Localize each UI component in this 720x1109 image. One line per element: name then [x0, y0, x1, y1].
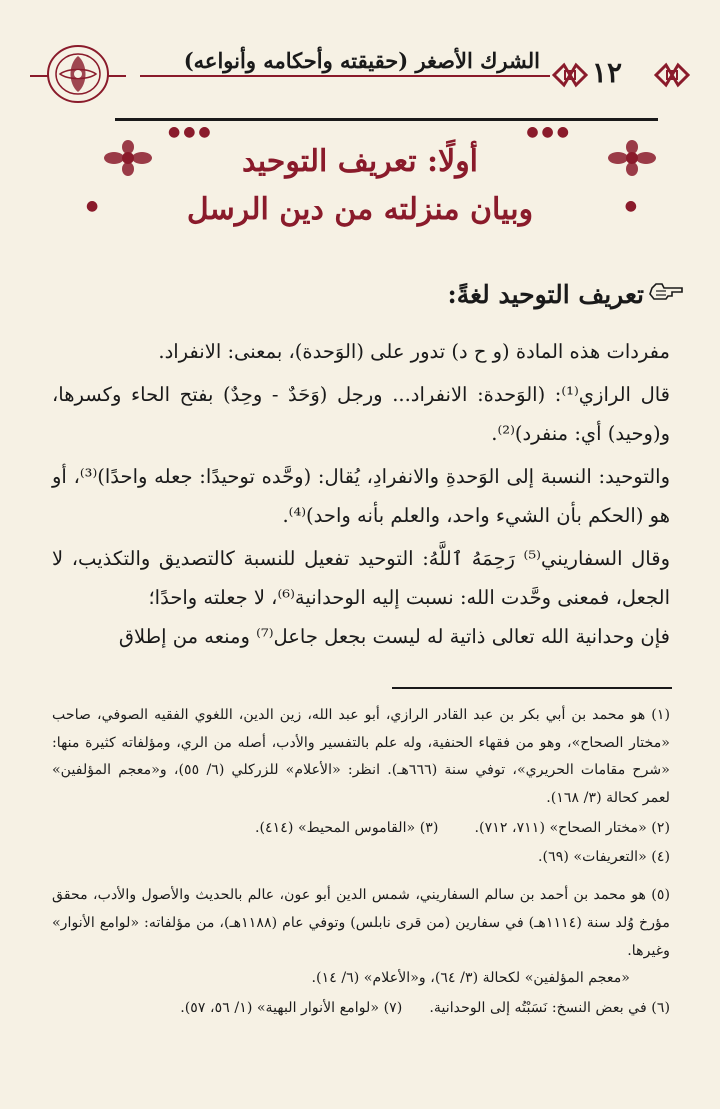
chapter-heading-line-2: وبيان منزلته من دين الرسل	[186, 192, 534, 227]
footnote: (٥) هو محمد بن أحمد بن سالم السفاريني، شمس الدين أبو عون، عالم بالحديث والأصول والأدب، محقق مؤرخ وُلد سنة (١١١٤هـ) في سفارين (من قرى نابلس) وتوفي عام (١١٨٨هـ)، من مؤلفاته: «لوامع الأنوار» وغيرها.	[52, 887, 670, 959]
running-title: الشرك الأصغر (حقيقته وأحكامه وأنواعه)	[183, 48, 540, 73]
decorative-dots: ●●●	[168, 124, 214, 140]
body-paragraph: مفردات هذه المادة (و ح د) تدور على (الوَحدة)، بمعنى: الانفراد.	[158, 340, 670, 363]
body-paragraph: وقال السفاريني⁽⁵⁾ رَحِمَهُ ٱللَّهُ: التوحيد تفعيل للنسبة كالتصديق والتكذيب، لا الجعل، فمعنى وحَّدت الله: نسبت إليه الوحدانية⁽⁶⁾، لا جعلته واحدًا؛	[52, 547, 670, 609]
decorative-dot: ●	[86, 198, 102, 214]
body-paragraph: والتوحيد: النسبة إلى الوَحدةِ والانفرادِ، يُقال: (وحَّده توحيدًا: جعله واحدًا)⁽³⁾، أو هو (الحكم بأن الشيء واحد، والعلم بأنه واحد)⁽⁴⁾.	[52, 465, 670, 527]
page-number: ١٢	[591, 56, 622, 89]
footnote: (٦) في بعض النسخ: نَسَبْتُه إلى الوحدانية.	[429, 999, 670, 1016]
footnote-continuation: «معجم المؤلفين» لكحالة (٣/ ٦٤)، و«الأعلام» (٦/ ١٤).	[311, 970, 630, 987]
chapter-heading-line-1: أولًا: تعريف التوحيد	[241, 144, 479, 179]
header-rule	[140, 75, 550, 77]
footnote: (١) هو محمد بن أبي بكر بن عبد القادر الرازي، أبو عبد الله، زين الدين، اللغوي الفقيه الصوفي، صاحب «مختار الصحاح»، وهو من فقهاء الحنفية، وله علم بالتفسير والأدب، أصله من الري، ومؤلفاته كثيرة منها: «شرح مقامات الحريري»، توفي سنة (٦٦٦هـ). انظر: «الأعلام» للزركلي (٦/ ٥٥)، و«معجم المؤلفين» لعمر كحالة (٣/ ١٦٨).	[52, 707, 670, 807]
heading-divider	[115, 118, 658, 121]
footnote: (٢) «مختار الصحاح» (٧١١، ٧١٢).	[474, 819, 670, 836]
footnote	[52, 815, 670, 843]
celtic-knot-icon	[550, 60, 590, 90]
ornamental-medallion-icon	[30, 42, 126, 106]
decorative-dot: ●	[624, 198, 640, 214]
footnote: (٧) «لوامع الأنوار البهية» (١/ ٥٦، ٥٧).	[180, 999, 403, 1016]
footnotes	[52, 702, 670, 1025]
footnote: (٣) «القاموس المحيط» (٤١٤).	[255, 819, 439, 836]
section-subtitle: تعريف التوحيد لغةً:	[447, 280, 644, 309]
celtic-knot-icon	[652, 60, 692, 90]
pointing-hand-icon	[648, 280, 684, 302]
body-paragraph: قال الرازي⁽¹⁾: (الوَحدة: الانفراد... ورجل (وَحَدٌ - وحِدٌ) بفتح الحاء وكسرها، و(وحيد) أي: منفرد)⁽²⁾.	[52, 383, 670, 445]
footnote-rule	[392, 687, 672, 689]
decorative-dots: ●●●	[526, 124, 572, 140]
footnote: (٤) «التعريفات» (٦٩).	[538, 849, 670, 866]
body-text	[52, 332, 670, 660]
body-paragraph-continuation: فإن وحدانية الله تعالى ذاتية له ليست بجعل جاعل⁽⁷⁾ ومنعه من إطلاق	[118, 625, 670, 648]
footnote	[52, 995, 670, 1023]
running-header	[20, 42, 700, 102]
